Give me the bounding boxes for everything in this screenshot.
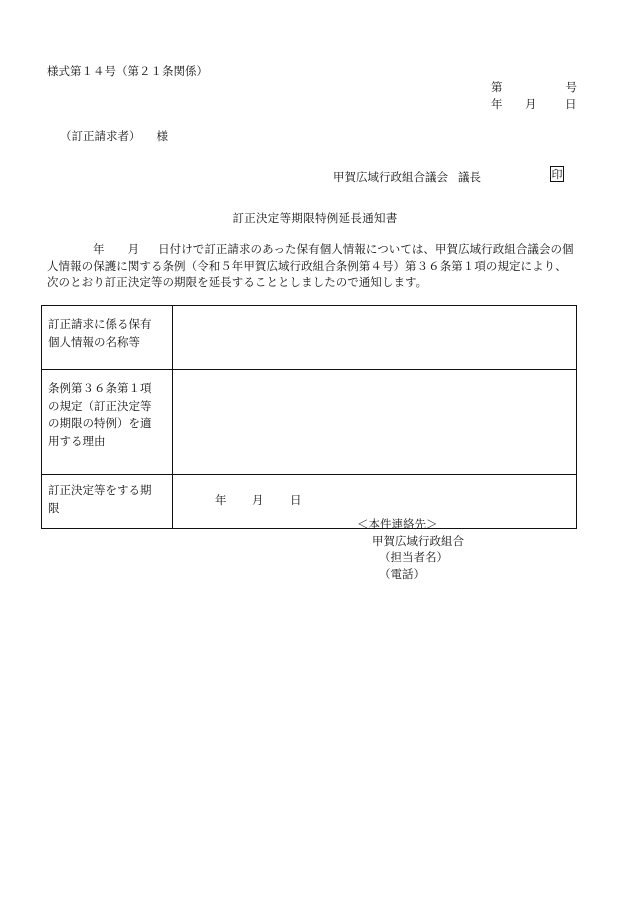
row1-value (173, 306, 577, 370)
row2-value (173, 370, 577, 475)
addressee-label: （訂正請求者） (60, 129, 141, 143)
date-day: 日 (565, 97, 577, 111)
seal-text: 印 (551, 168, 563, 181)
addressee (60, 128, 168, 144)
body-paragraph (47, 241, 577, 291)
row2-label (42, 370, 173, 475)
body-line-1 (47, 241, 577, 258)
row2-label-line: の期限の特例）を適 (48, 416, 152, 430)
row1-label (42, 306, 173, 370)
table-row (42, 370, 577, 475)
body-year: 年 (93, 242, 105, 256)
date-year: 年 (491, 97, 503, 111)
date-month: 月 (525, 97, 537, 111)
row2-label-line: の規定（訂正決定等 (48, 398, 152, 413)
body-line-3: 次のとおり訂正決定等の期限を延長することとしましたので通知します。 (47, 275, 428, 289)
info-table (41, 305, 577, 529)
row1-label-line: 訂正請求に係る保有 (48, 317, 152, 331)
row3-label-line: 限 (48, 500, 60, 515)
contact-block (357, 516, 464, 582)
sender-org: 甲賀広域行政組合議会 (333, 170, 448, 184)
sender (333, 169, 481, 185)
document-title: 訂正決定等期限特例延長通知書 (232, 211, 398, 225)
contact-person: （担当者名） (379, 550, 448, 564)
addressee-suffix: 様 (156, 129, 168, 143)
form-number: 様式第１４号（第２１条関係） (47, 64, 208, 78)
table-row (42, 475, 577, 529)
body-line-1-text: 日付けで訂正請求のあった保有個人情報については、甲賀広域行政組合議会の個 (158, 242, 574, 256)
row1-label-line: 個人情報の名称等 (48, 334, 140, 349)
document-number (491, 79, 577, 95)
sender-title: 議長 (458, 170, 481, 184)
seal-box (550, 166, 564, 182)
contact-org: 甲賀広域行政組合 (372, 533, 464, 548)
table-row (42, 306, 577, 370)
deadline-year: 年 (215, 493, 227, 507)
row2-label-line: 条例第３６条第１項 (48, 381, 152, 395)
doc-number-suffix: 号 (565, 80, 577, 94)
row3-label (42, 475, 173, 529)
doc-number-prefix: 第 (491, 80, 503, 94)
row3-label-line: 訂正決定等をする期 (48, 483, 152, 497)
contact-phone: （電話） (379, 566, 425, 581)
deadline-date (173, 475, 576, 508)
contact-heading: ＜本件連絡先＞ (357, 517, 438, 531)
body-month: 月 (127, 242, 140, 256)
deadline-day: 日 (290, 493, 302, 507)
document-date (491, 96, 577, 112)
row2-label-line: 用する理由 (48, 433, 106, 448)
body-line-2: 人情報の保護に関する条例（令和５年甲賀広域行政組合条例第４号）第３６条第１項の規定により、 (47, 258, 567, 273)
deadline-month: 月 (252, 493, 264, 507)
